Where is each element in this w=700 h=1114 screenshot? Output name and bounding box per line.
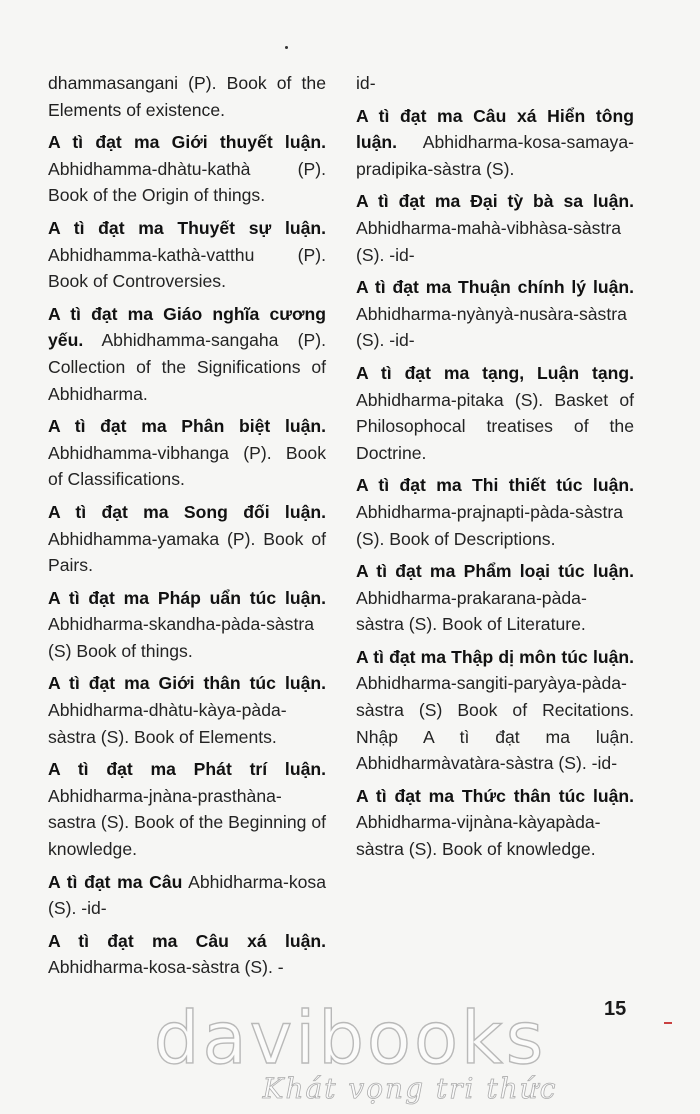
- entry-definition: Abhidharma-kosa-samaya-pradipika-sàstra (S).: [356, 132, 634, 179]
- entry-definition: Abhidhamma-sangaha (P). Collection of the Significations of Abhidharma.: [48, 330, 326, 404]
- entry-definition: Abhidhamma-yamaka (P). Book of Pairs.: [48, 528, 326, 576]
- right-lead-text: id-: [356, 73, 376, 93]
- entry-definition: Abhidharma-jnàna-prasthàna-sastra (S). Book of the Beginning of knowledge.: [48, 785, 326, 860]
- print-dot: [285, 46, 288, 49]
- entry-headword: A tì đạt ma Phẩm loại túc luận.: [356, 561, 634, 582]
- entry-definition: Abhidhamma-dhàtu-kathà (P). Book of the Origin of things.: [48, 158, 326, 206]
- dictionary-entry: [356, 644, 634, 777]
- dictionary-entry: [48, 129, 326, 209]
- dictionary-entry: [356, 783, 634, 863]
- entry-definition: Abhidharma-prakarana-pàda-sàstra (S). Book of Literature.: [356, 587, 587, 635]
- entry-headword: A tì đạt ma Thức thân túc luận.: [356, 785, 634, 806]
- entry-headword: A tì đạt ma Phát trí luận.: [48, 759, 326, 780]
- dictionary-entry: [356, 103, 634, 183]
- dictionary-entry: [48, 301, 326, 407]
- entry-headword: A tì đạt ma Giới thân túc luận.: [48, 673, 326, 694]
- entry-definition: Abhidhamma-kathà-vatthu (P). Book of Controversies.: [48, 244, 326, 292]
- dictionary-entry: [48, 928, 326, 981]
- page-number: 15: [604, 998, 627, 1020]
- entry-definition: Abhidharma-vijnàna-kàyapàda-sàstra (S). Book of knowledge.: [356, 812, 601, 860]
- dictionary-entry: [48, 499, 326, 579]
- entry-headword: A tì đạt ma Pháp uẩn túc luận.: [48, 587, 326, 608]
- watermark-logo: [0, 996, 700, 1105]
- entry-definition: Abhidhamma-vibhanga (P). Book of Classifications.: [48, 442, 326, 490]
- dictionary-entry: [356, 188, 634, 268]
- dictionary-entry: [48, 585, 326, 665]
- dictionary-entry: [48, 670, 326, 750]
- dictionary-entry: [356, 472, 634, 552]
- left-lead-text: dhammasangani (P). Book of the Elements of existence.: [48, 73, 326, 120]
- dictionary-entry: [356, 274, 634, 354]
- entry-definition: Abhidharma-mahà-vibhàsa-sàstra (S). -id-: [356, 217, 622, 265]
- watermark-subtitle: Khát vọng tri thức: [262, 1072, 558, 1105]
- entry-definition: Abhidharma-prajnapti-pàda-sàstra (S). Book of Descriptions.: [356, 501, 623, 549]
- entry-definition: Abhidharma-sangiti-paryàya-pàda-sàstra (S) Book of Recitations. Nhập A tì đạt ma luận. Abhidharmàvatàra-sàstra (S). -id-: [356, 673, 634, 774]
- entry-headword: A tì đạt ma Giáo nghĩa cương yếu.: [48, 303, 326, 351]
- dictionary-entry: [48, 869, 326, 922]
- entry-definition: Abhidharma-pitaka (S). Basket of Philosophocal treatises of the Doctrine.: [356, 389, 634, 463]
- dictionary-entry: [48, 413, 326, 493]
- watermark-title: davibooks: [153, 996, 547, 1080]
- entry-definition: Abhidharma-nyànyà-nusàra-sàstra (S). -id-: [356, 303, 627, 351]
- entry-headword: A tì đạt ma Giới thuyết luận.: [48, 132, 326, 153]
- entry-headword: A tì đạt ma Câu xá Hiển tông luận.: [356, 105, 634, 153]
- dictionary-entry: [356, 360, 634, 466]
- entry-headword: A tì đạt ma Thuyết sự luận.: [48, 217, 326, 238]
- dictionary-entry: [48, 215, 326, 295]
- entry-headword: A tì đạt ma Đại tỳ bà sa luận.: [356, 191, 634, 212]
- entry-headword: A tì đạt ma tạng, Luận tạng.: [356, 362, 634, 383]
- right-column: [356, 70, 634, 869]
- entry-headword: A tì đạt ma Câu: [48, 871, 183, 892]
- entry-definition: Abhidharma-dhàtu-kàya-pàda-sàstra (S). Book of Elements.: [48, 700, 287, 747]
- left-column: [48, 70, 326, 987]
- dictionary-entry: [356, 558, 634, 638]
- entry-definition: Abhidharma-skandha-pàda-sàstra (S) Book of things.: [48, 614, 315, 661]
- entry-headword: A tì đạt ma Song đối luận.: [48, 501, 326, 522]
- entry-headword: A tì đạt ma Câu xá luận.: [48, 930, 326, 951]
- entry-definition: Abhidharma-kosa (S). -id-: [48, 871, 326, 919]
- entry-headword: A tì đạt ma Thập dị môn túc luận.: [356, 646, 634, 667]
- dictionary-entry: [48, 756, 326, 862]
- entry-definition: Abhidharma-kosa-sàstra (S). -: [48, 957, 284, 978]
- entry-headword: A tì đạt ma Thuận chính lý luận.: [356, 277, 634, 298]
- entry-headword: A tì đạt ma Thi thiết túc luận.: [356, 475, 634, 496]
- entry-headword: A tì đạt ma Phân biệt luận.: [48, 416, 326, 437]
